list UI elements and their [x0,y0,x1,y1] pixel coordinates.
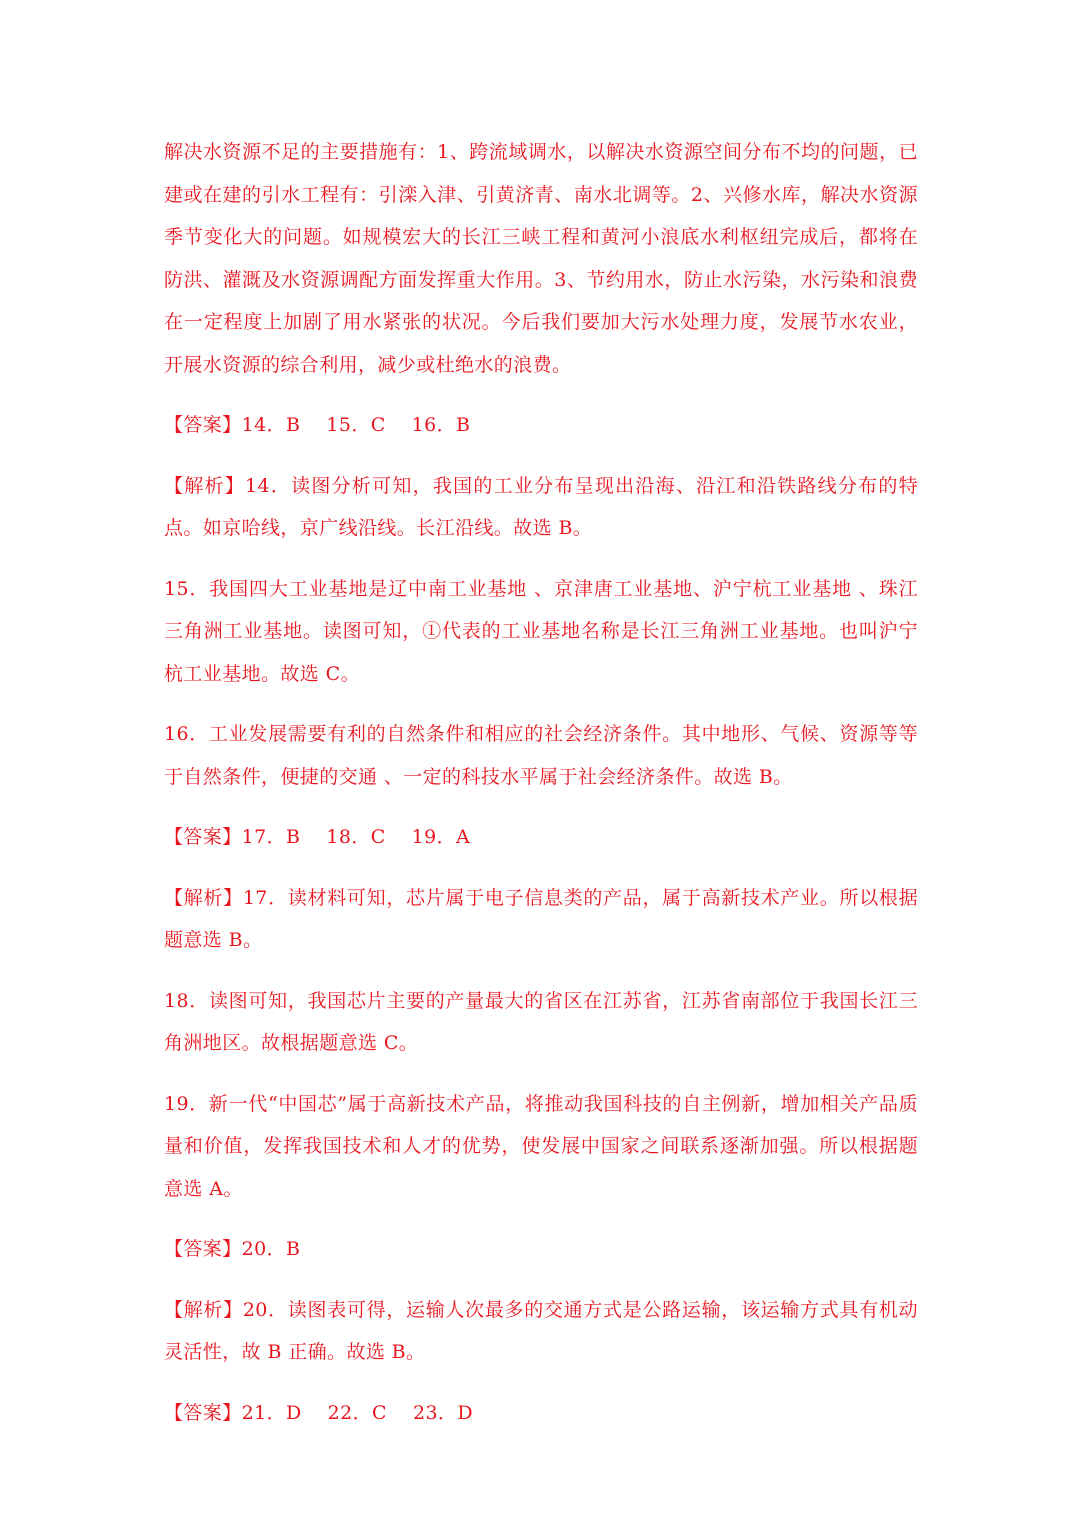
document-body [164,131,918,1452]
answer-item: 22．C [327,1401,387,1424]
answer-item: 【答案】17．B [164,826,301,848]
analysis-19: 19．新一代“中国芯”属于高新技术产品，将推动我国科技的自主例新，增加相关产品质量和价值，发挥我国技术和人才的优势，使发展中国家之间联系逐渐加强。所以根据题意选 A。 [164,1092,918,1200]
answer-item: 【答案】20．B [164,1238,301,1260]
analysis-16: 16．工业发展需要有利的自然条件和相应的社会经济条件。其中地形、气候、资源等等于自然条件，便捷的交通 、一定的科技水平属于社会经济条件。故选 B。 [164,723,918,788]
analysis-20: 【解析】20．读图表可得，运输人次最多的交通方式是公路运输，该运输方式具有机动灵活性，故 B 正确。故选 B。 [164,1298,918,1363]
answer-item: 23．D [412,1401,473,1424]
answer-item: 18．C [326,826,386,848]
answer-item: 16．B [411,414,471,436]
analysis-18: 18．读图可知，我国芯片主要的产量最大的省区在江苏省，江苏省南部位于我国长江三角洲地区。故根据题意选 C。 [164,989,918,1054]
analysis-15: 15．我国四大工业基地是辽中南工业基地 、京津唐工业基地、沪宁杭工业基地 、珠江三角洲工业基地。读图可知，①代表的工业基地名称是长江三角洲工业基地。也叫沪宁杭工业基地。故选 C。 [164,577,918,685]
answer-item: 15．C [326,414,386,436]
answer-line-20 [164,1228,918,1271]
answer-line-14-16 [164,404,918,447]
answer-item: 【答案】14．B [164,414,301,436]
answer-line-21-23 [164,1392,918,1435]
paragraph-water-measures: 解决水资源不足的主要措施有：1、跨流域调水，以解决水资源空间分布不均的问题，已建或在建的引水工程有：引滦入津、引黄济青、南水北调等。2、兴修水库，解决水资源季节变化大的问题。如规模宏大的长江三峡工程和黄河小浪底水利枢纽完成后，都将在防洪、灌溉及水资源调配方面发挥重大作用。3、节约用水，防止水污染，水污染和浪费在一定程度上加剧了用水紧张的状况。今后我们要加大污水处理力度，发展节水农业，开展水资源的综合利用，减少或杜绝水的浪费。 [164,141,918,376]
answer-item: 19．A [411,826,471,848]
analysis-14: 【解析】14．读图分析可知，我国的工业分布呈现出沿海、沿江和沿铁路线分布的特点。如京哈线，京广线沿线。长江沿线。故选 B。 [164,474,918,539]
answer-line-17-19 [164,816,918,859]
answer-item: 【答案】21．D [164,1401,302,1424]
analysis-17: 【解析】17．读材料可知，芯片属于电子信息类的产品，属于高新技术产业。所以根据题意选 B。 [164,886,918,951]
